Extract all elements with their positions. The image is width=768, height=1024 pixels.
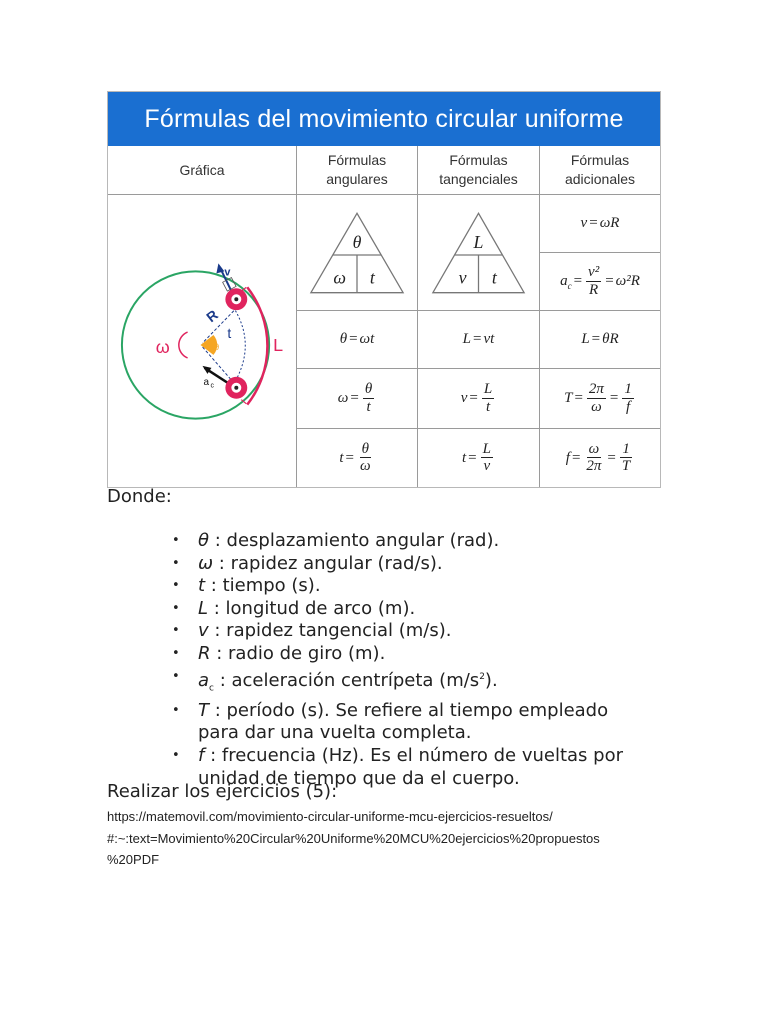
formula-tang-eq: = bbox=[345, 449, 355, 466]
definition-symbol: R bbox=[198, 642, 211, 664]
formula-v-lhs: v bbox=[580, 215, 588, 232]
definition-symbol: L bbox=[198, 597, 209, 619]
exercise-link[interactable] bbox=[107, 806, 667, 871]
formula-f-den2: T bbox=[621, 458, 631, 475]
formula-f-den1: 2π bbox=[586, 458, 602, 475]
exercises-heading: Realizar los ejercicios (5): bbox=[107, 781, 338, 802]
list-item bbox=[170, 643, 650, 666]
donde-heading: Donde: bbox=[107, 486, 172, 507]
formula-ac-den: R bbox=[589, 281, 599, 298]
formula-ac-sub: c bbox=[567, 280, 572, 291]
formula-t-angular bbox=[297, 429, 418, 487]
velocity-label: v bbox=[224, 266, 231, 279]
definition-text: : radio de giro (m). bbox=[210, 642, 386, 664]
formula-omega-eq: = bbox=[350, 390, 359, 407]
formula-T-eq1: = bbox=[574, 390, 583, 407]
formula-LthetaR-eq: = bbox=[591, 331, 601, 348]
formula-ac-eq1: = bbox=[573, 273, 583, 290]
formula-theta-lhs: θ bbox=[339, 331, 348, 348]
formula-T-lhs: T bbox=[564, 390, 573, 407]
formula-T-num1: 2π bbox=[588, 381, 604, 398]
formula-f bbox=[540, 429, 660, 487]
definition-text: : frecuencia (Hz). Es el número de vueltas por unidad de tiempo que da el cuerpo. bbox=[198, 744, 623, 789]
formula-L-thetaR bbox=[540, 311, 660, 369]
definition-symbol: θ bbox=[198, 530, 210, 551]
formula-ttan-eq: = bbox=[468, 449, 477, 466]
definition-symbol: v bbox=[198, 620, 209, 642]
angular-left-symbol: ω bbox=[333, 267, 346, 288]
formula-T-den2: f bbox=[626, 398, 631, 415]
formula-ac-eq2: = bbox=[605, 273, 614, 290]
formula-T-eq2: = bbox=[609, 390, 619, 407]
accel-sub-label: c bbox=[210, 382, 214, 390]
header-adicionales-label: Fórmulas adicionales bbox=[564, 152, 636, 187]
tangential-right-symbol: t bbox=[491, 267, 497, 288]
formula-ac bbox=[540, 253, 660, 311]
formula-ttan-den: v bbox=[483, 458, 491, 475]
mcu-diagram bbox=[108, 195, 296, 487]
formula-omega-den: t bbox=[366, 398, 371, 415]
formula-tang-den: ω bbox=[360, 458, 371, 475]
formula-omega bbox=[297, 369, 418, 429]
tangential-triangle-cell bbox=[418, 195, 540, 311]
formula-omega-lhs: ω bbox=[337, 390, 349, 407]
formula-f-eq1: = bbox=[571, 449, 581, 466]
formula-f-num1: ω bbox=[588, 440, 600, 457]
graphic-cell bbox=[108, 195, 297, 487]
definition-superscript: 2 bbox=[479, 671, 485, 682]
formula-f-eq2: = bbox=[607, 449, 616, 466]
definition-symbol: t bbox=[198, 575, 206, 597]
definitions-list bbox=[170, 530, 650, 790]
formula-vel-num: L bbox=[483, 381, 493, 398]
definition-symbol: ω bbox=[198, 552, 214, 574]
formula-LthetaR-lhs: L bbox=[581, 331, 590, 348]
arc-length-curve bbox=[247, 287, 267, 404]
list-item bbox=[170, 553, 650, 576]
formula-v bbox=[418, 369, 540, 429]
definition-text: : rapidez tangencial (m/s). bbox=[208, 620, 452, 642]
formula-ac-rhs: ω²R bbox=[615, 273, 640, 290]
definition-symbol: T bbox=[198, 699, 209, 721]
header-grafica bbox=[108, 146, 297, 195]
url-line-3[interactable]: %20PDF bbox=[107, 852, 160, 867]
list-item bbox=[170, 598, 650, 621]
definition-text: : aceleración centrípeta (m/s bbox=[213, 669, 480, 691]
tangential-triangle bbox=[418, 195, 539, 311]
tangential-left-symbol: v bbox=[458, 267, 467, 288]
definition-symbol: a bbox=[198, 669, 210, 691]
definition-text: : desplazamiento angular (rad). bbox=[209, 530, 500, 551]
definition-text: : período (s). Se refiere al tiempo empleado para dar una vuelta completa. bbox=[198, 699, 609, 744]
formula-T bbox=[540, 369, 660, 429]
header-grafica-label: Gráfica bbox=[179, 161, 225, 178]
formula-f-lhs: f bbox=[565, 449, 570, 466]
angular-triangle bbox=[297, 195, 417, 311]
angle-label: θ bbox=[214, 341, 220, 353]
header-tangenciales-label: Fórmulas tangenciales bbox=[439, 152, 518, 187]
list-item bbox=[170, 620, 650, 643]
definition-subscript: c bbox=[209, 683, 214, 694]
angular-right-symbol: t bbox=[369, 267, 375, 288]
formula-vel-lhs: v bbox=[460, 390, 468, 407]
omega-arrow bbox=[179, 332, 188, 358]
formula-vel-eq: = bbox=[469, 390, 478, 407]
definition-symbol: f bbox=[198, 744, 205, 766]
list-item bbox=[170, 666, 650, 700]
formula-theta-rhs: ωt bbox=[359, 331, 375, 348]
header-tangenciales bbox=[418, 146, 540, 195]
accel-label: a bbox=[203, 376, 210, 388]
header-adicionales bbox=[540, 146, 660, 195]
arc-label: L bbox=[273, 334, 284, 355]
formula-Lvt-lhs: L bbox=[462, 331, 472, 348]
formula-ttan-lhs: t bbox=[462, 449, 467, 466]
formula-T-num2: 1 bbox=[624, 381, 632, 398]
formulas-figure bbox=[107, 91, 661, 488]
trajectory-circle bbox=[122, 271, 269, 418]
formula-L-vt bbox=[418, 311, 540, 369]
formula-tang-lhs: t bbox=[339, 449, 344, 466]
tangential-top-symbol: L bbox=[473, 231, 484, 252]
list-item bbox=[170, 530, 650, 553]
time-path bbox=[233, 307, 245, 385]
formula-omega-num: θ bbox=[364, 381, 373, 398]
time-label: t bbox=[227, 325, 232, 342]
list-item bbox=[170, 575, 650, 598]
formula-tang-num: θ bbox=[361, 440, 369, 457]
formula-ac-num: v² bbox=[588, 264, 600, 281]
radius-label: R bbox=[203, 306, 221, 326]
formula-f-num2: 1 bbox=[622, 440, 630, 457]
formula-theta-wt bbox=[297, 311, 418, 369]
omega-label: ω bbox=[155, 336, 170, 357]
definition-text: : longitud de arco (m). bbox=[208, 597, 416, 619]
formula-T-den1: ω bbox=[591, 398, 602, 415]
formula-ttan-num: L bbox=[482, 440, 491, 457]
formula-v-eq: = bbox=[589, 215, 598, 232]
formula-vel-den: t bbox=[485, 398, 491, 415]
angular-top-symbol: θ bbox=[352, 231, 362, 252]
definition-text: : rapidez angular (rad/s). bbox=[213, 552, 443, 574]
formula-ac-lhs: a bbox=[560, 272, 568, 289]
definition-tail: ). bbox=[484, 669, 498, 691]
formula-Lvt-rhs: vt bbox=[483, 331, 495, 348]
figure-title: Fórmulas del movimiento circular uniforme bbox=[108, 92, 660, 146]
url-line-2[interactable]: #:~:text=Movimiento%20Circular%20Uniforme%20MCU%20ejercicios%20propuestos bbox=[107, 830, 600, 846]
url-line-1[interactable]: https://matemovil.com/movimiento-circular-uniforme-mcu-ejercicios-resueltos/ bbox=[107, 809, 553, 824]
formula-v-rhs: ωR bbox=[599, 215, 620, 232]
list-item bbox=[170, 700, 650, 745]
formula-theta-eq: = bbox=[349, 331, 358, 348]
header-angulares-label: Fórmulas angulares bbox=[326, 152, 388, 187]
header-angulares bbox=[297, 146, 418, 195]
formula-LthetaR-rhs: θR bbox=[602, 331, 619, 348]
formula-Lvt-eq: = bbox=[473, 331, 482, 348]
definition-text: : tiempo (s). bbox=[205, 575, 321, 597]
formula-v-wR bbox=[540, 195, 660, 253]
formula-t-tangential bbox=[418, 429, 540, 487]
angular-triangle-cell bbox=[297, 195, 418, 311]
